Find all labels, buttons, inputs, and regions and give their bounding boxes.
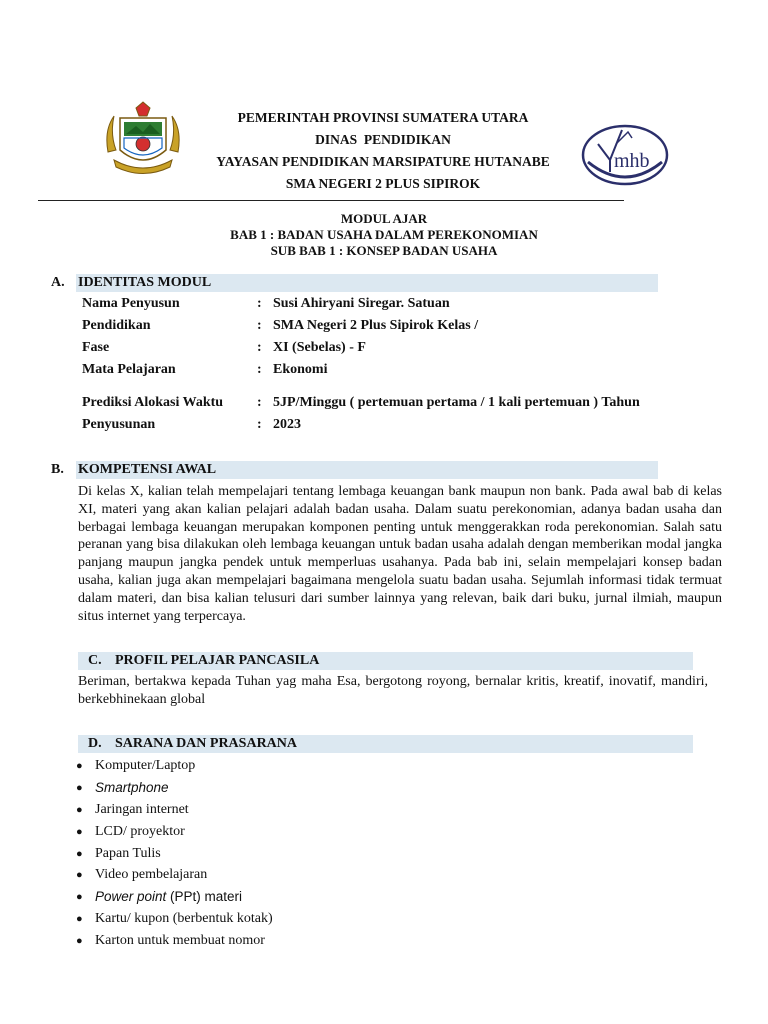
list-item bbox=[76, 755, 195, 777]
list-item-text: (PPt) materi bbox=[166, 889, 243, 904]
letterhead-line-school: SMA NEGERI 2 PLUS SIPIROK bbox=[285, 176, 481, 191]
bullet-icon: ● bbox=[76, 869, 83, 881]
letterhead bbox=[190, 107, 576, 195]
bullet-icon: ● bbox=[76, 804, 83, 816]
identity-value: 2023 bbox=[273, 417, 301, 432]
identity-separator: : bbox=[257, 296, 262, 311]
list-item bbox=[76, 864, 207, 886]
list-item bbox=[76, 930, 265, 952]
list-item-text: Kartu/ kupon (berbentuk kotak) bbox=[95, 911, 273, 926]
identity-value: Susi Ahiryani Siregar. Satuan bbox=[273, 296, 450, 311]
section-b-title: KOMPETENSI AWAL bbox=[78, 462, 217, 477]
section-b-paragraph: Di kelas X, kalian telah mempelajari tentang lembaga keuangan bank maupun non bank. Pada awal bab di kelas XI, materi yang akan kalian pelajari adalah badan usaha. Dalam suatu perekonomian, adanya badan usaha dan berbagai lembaga keuangan merupakan komponen penting untuk menggerakkan roda perekonomian. Salah satu peranan yang bisa dilakukan oleh lembaga keuangan untuk badan usaha adalah dengan memberikan modal jangka panjang maupun jangka pendek untuk memperluas usahanya. Pada bab ini, selain mempelajari konsep badan usaha, kalian juga akan mempelajari bagaimana mengelola suatu badan usaha. Sejumlah informasi tidak termuat dalam materi, dan bisa kalian telusuri dari sumber lainnya yang relevan, baik dari buku, jurnal ilmiah, maupun situs internet yang terpercaya. bbox=[78, 484, 722, 624]
list-item bbox=[76, 908, 273, 930]
identity-separator: : bbox=[257, 417, 262, 432]
identity-value: 5JP/Minggu ( pertemuan pertama / 1 kali pertemuan ) Tahun bbox=[273, 395, 640, 410]
list-item bbox=[76, 821, 185, 843]
list-item-text: Smartphone bbox=[95, 780, 169, 795]
identity-label: Fase bbox=[82, 340, 110, 355]
identity-separator: : bbox=[257, 340, 262, 355]
list-item bbox=[76, 777, 169, 800]
list-item bbox=[76, 799, 189, 821]
letterhead-line-foundation: YAYASAN PENDIDIKAN MARSIPATURE HUTANABE bbox=[216, 154, 550, 169]
list-item-text: Komputer/Laptop bbox=[95, 758, 196, 773]
bullet-icon: ● bbox=[76, 760, 83, 772]
bullet-icon: ● bbox=[76, 782, 83, 794]
bullet-icon: ● bbox=[76, 826, 83, 838]
list-item-text: Jaringan internet bbox=[95, 802, 189, 817]
section-c-paragraph: Beriman, bertakwa kepada Tuhan yag maha Esa, bergotong royong, bernalar kritis, kreatif, inovatif, mandiri, berkebhinekaan global bbox=[78, 674, 708, 707]
module-title-block bbox=[100, 211, 668, 259]
left-logo bbox=[100, 100, 186, 182]
identity-separator: : bbox=[257, 395, 262, 410]
header-divider bbox=[38, 200, 624, 201]
letterhead-line-agency: DINAS PENDIDIKAN bbox=[315, 132, 451, 147]
right-logo bbox=[580, 122, 670, 188]
svg-text:mhb: mhb bbox=[614, 150, 650, 172]
identity-separator: : bbox=[257, 362, 262, 377]
identity-label: Nama Penyusun bbox=[82, 296, 180, 311]
identity-separator: : bbox=[257, 318, 262, 333]
section-d-letter: D. bbox=[88, 736, 102, 751]
identity-label: Pendidikan bbox=[82, 318, 151, 333]
section-c-letter: C. bbox=[88, 653, 102, 668]
section-d-title: SARANA DAN PRASARANA bbox=[115, 736, 298, 751]
list-item bbox=[76, 886, 242, 909]
subchapter-title: SUB BAB 1 : KONSEP BADAN USAHA bbox=[270, 243, 498, 258]
module-title: MODUL AJAR bbox=[340, 211, 428, 226]
identity-value: Ekonomi bbox=[273, 362, 328, 377]
bullet-icon: ● bbox=[76, 848, 83, 860]
identity-label: Mata Pelajaran bbox=[82, 362, 176, 377]
section-c-title: PROFIL PELAJAR PANCASILA bbox=[115, 653, 320, 668]
list-item-text: Karton untuk membuat nomor bbox=[95, 933, 265, 948]
list-item-text: Papan Tulis bbox=[95, 846, 161, 861]
foundation-logo-icon bbox=[580, 122, 670, 188]
section-b-letter: B. bbox=[51, 462, 64, 477]
provincial-crest-icon bbox=[100, 100, 186, 182]
bullet-icon: ● bbox=[76, 891, 83, 903]
list-item-text: Video pembelajaran bbox=[95, 867, 208, 882]
letterhead-line-government: PEMERINTAH PROVINSI SUMATERA UTARA bbox=[237, 110, 529, 125]
list-item-text: LCD/ proyektor bbox=[95, 824, 185, 839]
section-a-letter: A. bbox=[51, 275, 65, 290]
list-item bbox=[76, 843, 161, 865]
bullet-icon: ● bbox=[76, 935, 83, 947]
bullet-icon: ● bbox=[76, 913, 83, 925]
identity-value: SMA Negeri 2 Plus Sipirok Kelas / bbox=[273, 318, 479, 333]
identity-label: Prediksi Alokasi Waktu bbox=[82, 395, 224, 410]
list-item-text-italic: Power point bbox=[95, 889, 167, 904]
section-a-title: IDENTITAS MODUL bbox=[78, 275, 212, 290]
identity-label: Penyusunan bbox=[82, 417, 156, 432]
identity-value: XI (Sebelas) - F bbox=[273, 340, 366, 355]
chapter-title: BAB 1 : BADAN USAHA DALAM PEREKONOMIAN bbox=[230, 227, 538, 242]
